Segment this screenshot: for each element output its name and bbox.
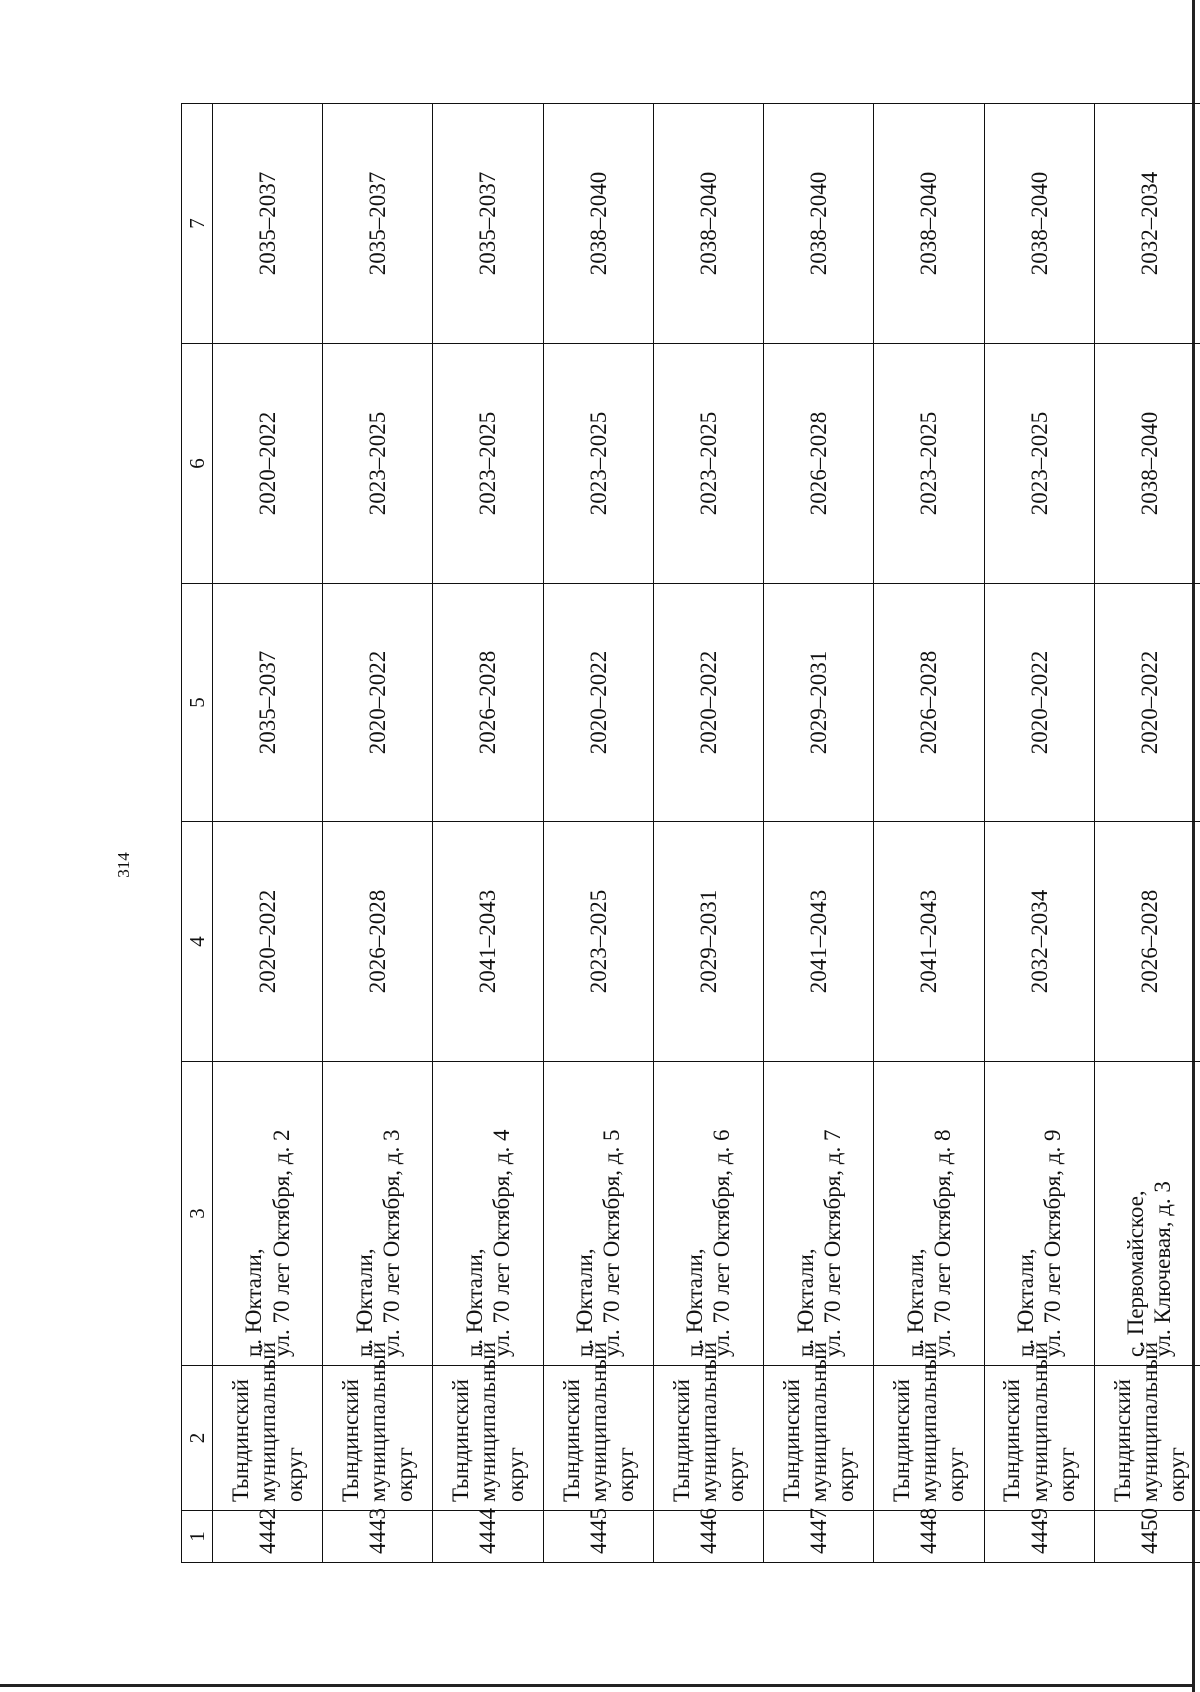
table-row [874,104,984,1563]
period-cell-c6: 2023–2025 [543,344,653,584]
period-cell-c4: 2032–2034 [984,822,1094,1062]
period-cell-c5: 2020–2022 [323,584,433,822]
address-line: ул. 70 лет Октября, д. 6 [709,1129,735,1357]
row-number-cell: 4449 [984,1511,1094,1563]
district-cell [433,1341,543,1511]
header-cell: 7 [182,104,213,344]
table-row [433,104,543,1563]
district-cell [764,1341,874,1511]
district-line: Тындинский [889,1379,915,1502]
period-cell-c6: 2023–2025 [653,344,763,584]
period-cell-c5: 2026–2028 [874,584,984,822]
district-line: Тындинский [448,1379,474,1502]
district-cell [543,1341,653,1511]
row-number-cell: 4443 [323,1511,433,1563]
address-line: ул. 70 лет Октября, д. 7 [819,1129,845,1357]
period-cell-c6: 2020–2022 [213,344,323,584]
address-line: п. Юктали, [1013,1248,1039,1357]
period-cell-c6: 2023–2025 [984,344,1094,584]
district-line: округ [943,1447,969,1502]
address-cell [984,1062,1094,1366]
page-edge-bottom [0,1684,1195,1687]
row-number-cell: 4446 [653,1511,763,1563]
address-line: ул. 70 лет Октября, д. 8 [929,1129,955,1357]
period-cell-c4: 2041–2043 [874,822,984,1062]
address-line: ул. 70 лет Октября, д. 3 [378,1129,404,1357]
table-row [653,104,763,1563]
period-cell-c5: 2020–2022 [984,584,1094,822]
address-cell [874,1062,984,1366]
address-cell [653,1062,763,1366]
header-cell: 5 [182,584,213,822]
period-cell-c4: 2041–2043 [433,822,543,1062]
address-cell [543,1062,653,1366]
address-line: п. Юктали, [461,1248,487,1357]
period-cell-c7: 2035–2037 [433,104,543,344]
table-body [213,104,1200,1563]
address-cell [1094,1062,1200,1366]
table-row [764,104,874,1563]
district-cell [653,1341,763,1511]
period-cell-c5: 2035–2037 [213,584,323,822]
period-cell-c5: 2020–2022 [1094,584,1200,822]
district-line: Тындинский [227,1379,253,1502]
address-line: ул. 70 лет Октября, д. 4 [489,1129,515,1357]
district-line: Тындинский [779,1379,805,1502]
address-line: п. Юктали, [241,1248,267,1357]
address-line: п. Юктали, [792,1248,818,1357]
district-line: муниципальный [806,1341,832,1502]
address-line: п. Юктали, [351,1248,377,1357]
period-cell-c7: 2035–2037 [323,104,433,344]
district-line: муниципальный [585,1341,611,1502]
period-cell-c5: 2020–2022 [543,584,653,822]
period-cell-c6: 2023–2025 [323,344,433,584]
address-cell [323,1062,433,1366]
table-row [1094,104,1200,1563]
table-row [323,104,433,1563]
district-cell [1094,1341,1200,1511]
period-cell-c7: 2035–2037 [213,104,323,344]
period-cell-c4: 2023–2025 [543,822,653,1062]
header-cell: 3 [182,1062,213,1366]
district-line: муниципальный [255,1341,281,1502]
period-cell-c5: 2020–2022 [653,584,763,822]
table-header-row [182,104,213,1563]
district-cell [984,1341,1094,1511]
district-line: муниципальный [695,1341,721,1502]
page-number: 314 [114,852,133,878]
period-cell-c7: 2032–2034 [1094,104,1200,344]
period-cell-c6: 2038–2040 [1094,344,1200,584]
address-cell [213,1062,323,1366]
period-cell-c6: 2023–2025 [874,344,984,584]
address-line: ул. 70 лет Октября, д. 5 [599,1129,625,1357]
row-number-cell: 4442 [213,1511,323,1563]
district-line: Тындинский [338,1379,364,1502]
address-line: п. Юктали, [902,1248,928,1357]
period-cell-c5: 2026–2028 [433,584,543,822]
header-cell: 1 [182,1511,213,1563]
district-line: округ [1163,1447,1189,1502]
row-number-cell: 4447 [764,1511,874,1563]
district-line: муниципальный [1026,1341,1052,1502]
district-line: округ [723,1447,749,1502]
data-table [181,103,1200,1563]
address-line: ул. 70 лет Октября, д. 9 [1040,1129,1066,1357]
row-number-cell: 4448 [874,1511,984,1563]
period-cell-c7: 2038–2040 [543,104,653,344]
district-line: округ [282,1447,308,1502]
district-line: округ [392,1447,418,1502]
district-line: муниципальный [916,1341,942,1502]
period-cell-c6: 2023–2025 [433,344,543,584]
header-cell: 2 [182,1366,213,1511]
address-line: п. Юктали, [682,1248,708,1357]
period-cell-c7: 2038–2040 [874,104,984,344]
district-line: Тындинский [1109,1379,1135,1502]
address-cell [764,1062,874,1366]
district-line: Тындинский [558,1379,584,1502]
row-number-cell: 4444 [433,1511,543,1563]
address-line: с. Первомайское, [1123,1190,1149,1357]
table-row [543,104,653,1563]
period-cell-c4: 2026–2028 [323,822,433,1062]
row-number-cell: 4445 [543,1511,653,1563]
district-line: муниципальный [365,1341,391,1502]
period-cell-c4: 2020–2022 [213,822,323,1062]
period-cell-c4: 2041–2043 [764,822,874,1062]
table-row [984,104,1094,1563]
district-line: округ [1053,1447,1079,1502]
district-line: Тындинский [999,1379,1025,1502]
district-line: муниципальный [1136,1341,1162,1502]
table-container [181,104,1200,1563]
district-cell [213,1341,323,1511]
district-cell [323,1341,433,1511]
address-line: ул. Ключевая, д. 3 [1150,1181,1176,1357]
period-cell-c7: 2038–2040 [764,104,874,344]
district-line: муниципальный [475,1341,501,1502]
address-cell [433,1062,543,1366]
period-cell-c7: 2038–2040 [984,104,1094,344]
period-cell-c7: 2038–2040 [653,104,763,344]
address-line: ул. 70 лет Октября, д. 2 [268,1129,294,1357]
row-number-cell: 4450 [1094,1511,1200,1563]
address-line: п. Юктали, [572,1248,598,1357]
period-cell-c6: 2026–2028 [764,344,874,584]
district-line: Тындинский [668,1379,694,1502]
district-line: округ [502,1447,528,1502]
period-cell-c4: 2029–2031 [653,822,763,1062]
table-row [213,104,323,1563]
district-line: округ [612,1447,638,1502]
header-cell: 6 [182,344,213,584]
header-cell: 4 [182,822,213,1062]
period-cell-c4: 2026–2028 [1094,822,1200,1062]
district-cell [874,1341,984,1511]
period-cell-c5: 2029–2031 [764,584,874,822]
district-line: округ [833,1447,859,1502]
